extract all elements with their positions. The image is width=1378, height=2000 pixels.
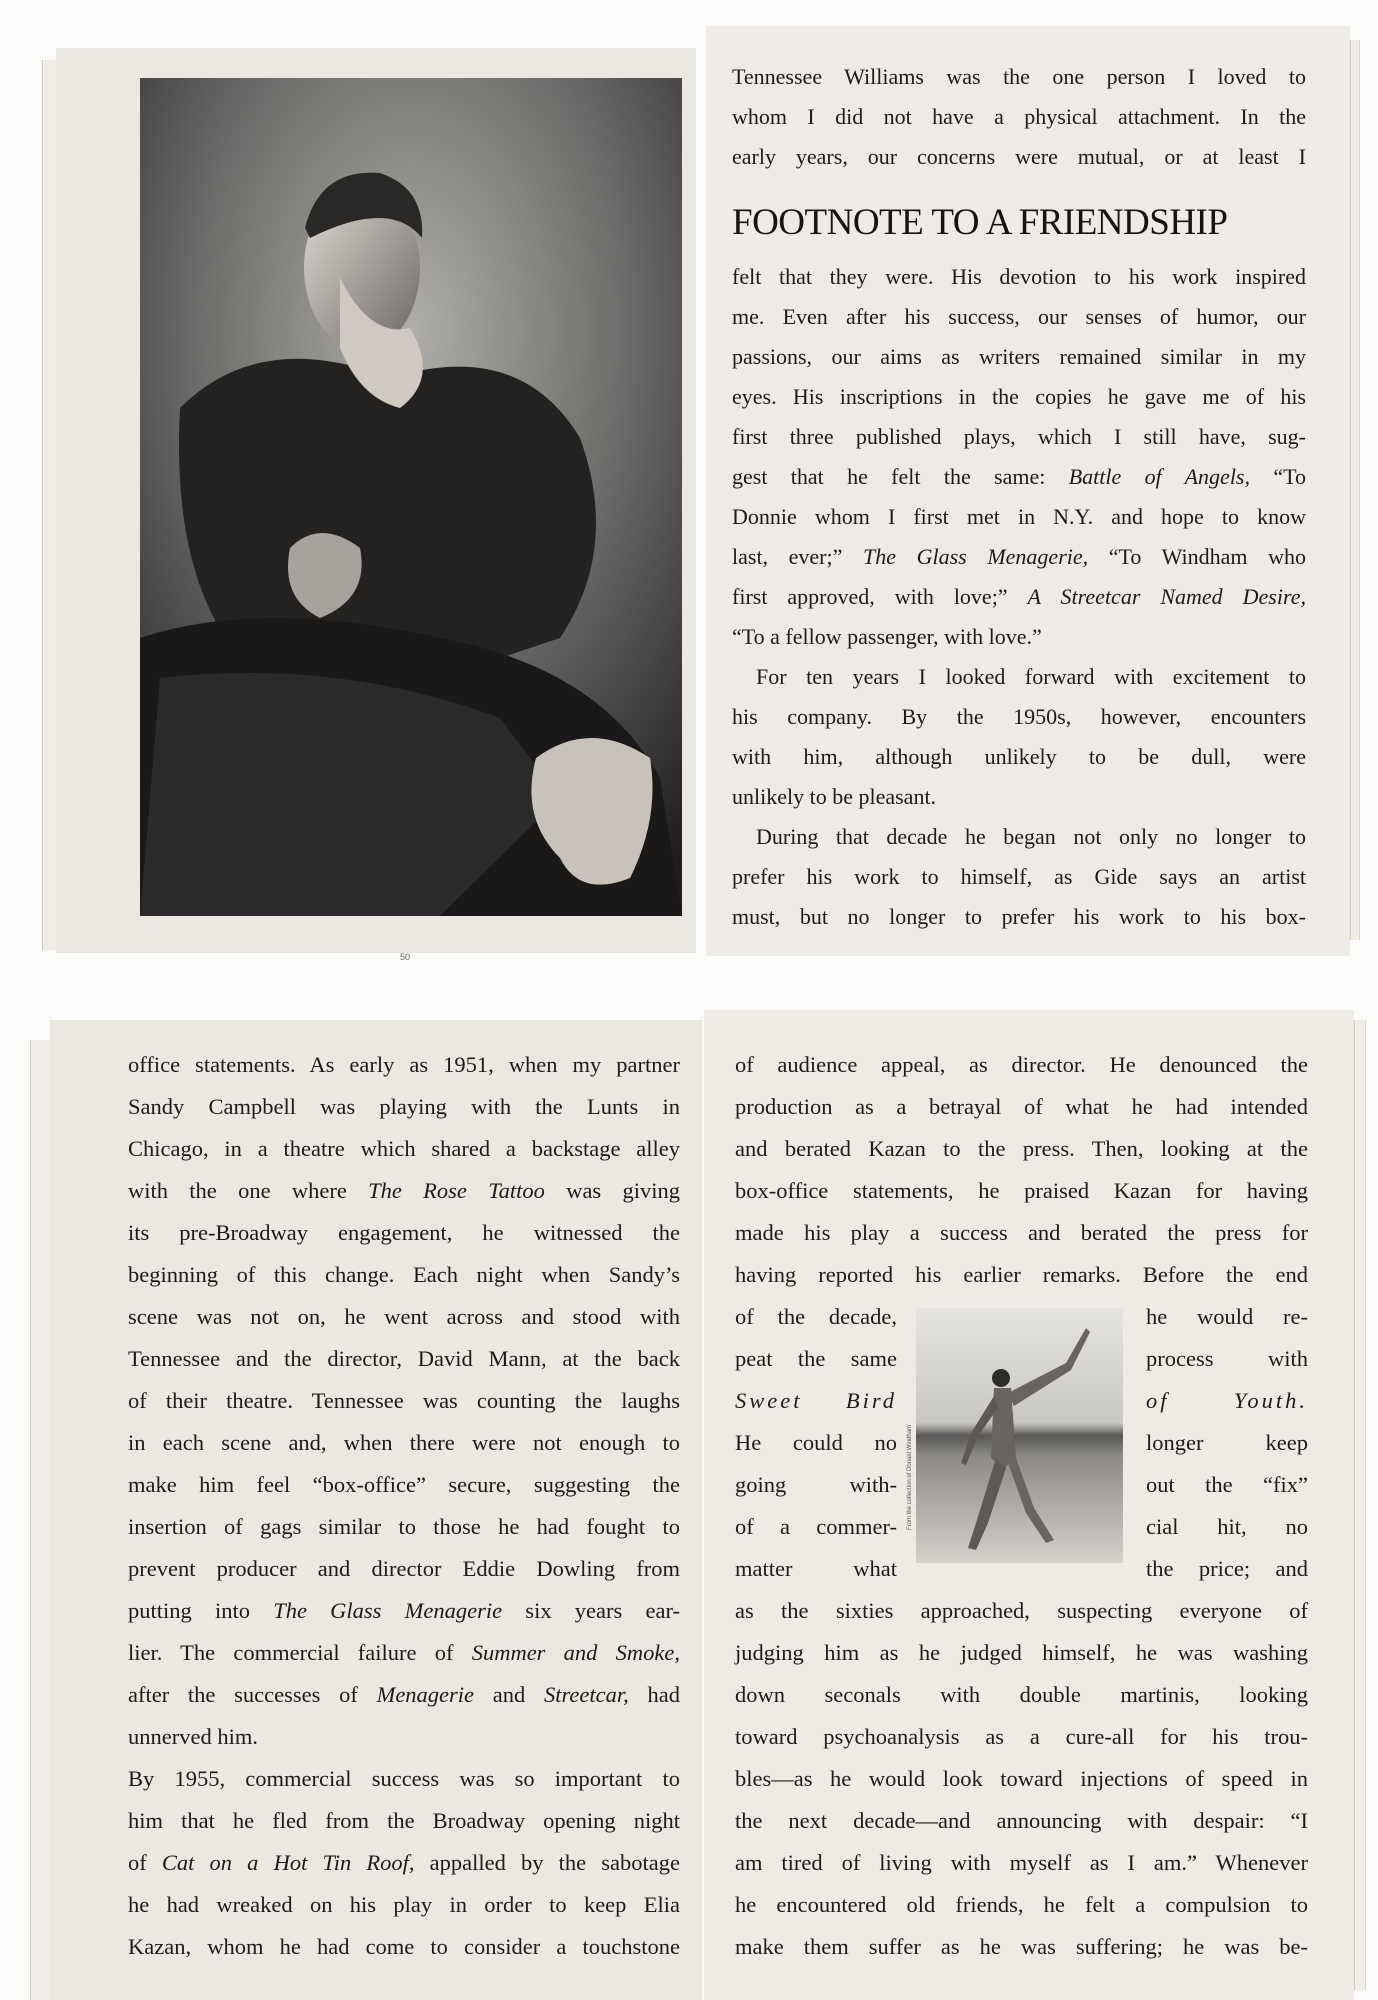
text-line-wrap-l: [735, 1432, 897, 1455]
bottom-spread: [0, 990, 1378, 2000]
text-line: [732, 706, 1306, 728]
text-line-wrap-l: [735, 1474, 897, 1497]
text-run: made his play a success and berated the press for: [735, 1220, 1308, 1245]
text-line: [128, 1390, 680, 1413]
text-run: last, ever;”: [732, 544, 863, 569]
text-run: Sandy Campbell was playing with the Lunts in: [128, 1094, 680, 1119]
text-line: [732, 426, 1306, 448]
text-line: [735, 1852, 1308, 1875]
text-line-wrap-l: [735, 1390, 897, 1413]
text-run: longer keep: [1146, 1430, 1308, 1455]
text-run: as the sixties approached, suspecting everyone of: [735, 1598, 1308, 1623]
text-line-wrap-r: [1146, 1474, 1308, 1497]
text-line-wrap-l: [735, 1348, 897, 1371]
text-run: whom I did not have a physical attachment. In the: [732, 104, 1306, 129]
right-page-bottom: [704, 1010, 1354, 2000]
text-line: [735, 1264, 1308, 1287]
text-run: During that decade he began not only no longer to: [756, 824, 1306, 849]
left-page-top: [56, 48, 696, 962]
text-run: of: [128, 1850, 162, 1875]
text-run: of their theatre. Tennessee was counting the laughs: [128, 1388, 680, 1413]
text-run: Tennessee and the director, David Mann, at the back: [128, 1346, 680, 1371]
text-line: [732, 506, 1306, 528]
text-line: [128, 1222, 680, 1245]
text-run: first approved, with love;”: [732, 584, 1028, 609]
italic-title: Menagerie: [376, 1682, 475, 1707]
text-line: [128, 1432, 680, 1455]
text-line: [128, 1936, 680, 1959]
text-line: [735, 1768, 1308, 1791]
text-run: its pre-Broadway engagement, he witnessed the: [128, 1220, 680, 1245]
page-edges-right: [1354, 1020, 1366, 1990]
text-line-wrap-l: [735, 1516, 897, 1539]
text-run: appalled by the sabotage: [414, 1850, 681, 1875]
text-line: [735, 1726, 1308, 1749]
text-run: scene was not on, he went across and stood with: [128, 1304, 680, 1329]
text-run: of the decade,: [735, 1304, 897, 1329]
text-line: [732, 906, 1306, 928]
text-line-wrap-l: [735, 1558, 897, 1581]
beach-photo: [916, 1308, 1123, 1563]
page-edges-right: [1350, 40, 1360, 940]
text-run: matter what: [735, 1556, 897, 1581]
text-run: Tennessee Williams was the one person I loved to: [732, 64, 1306, 89]
text-line: [732, 786, 1306, 808]
text-run: in each scene and, when there were not enough to: [128, 1430, 680, 1455]
text-run: Donnie whom I first met in N.Y. and hope to know: [732, 504, 1306, 529]
text-line: [732, 146, 1306, 168]
italic-title: A Streetcar Named Desire,: [1027, 584, 1306, 609]
text-line: [732, 866, 1306, 888]
chapter-heading: FOOTNOTE TO A FRIENDSHIP: [732, 202, 1228, 243]
text-line: [735, 1810, 1308, 1833]
text-line: [128, 1348, 680, 1371]
text-run: peat the same: [735, 1346, 897, 1371]
text-run: of audience appeal, as director. He denounced the: [735, 1052, 1308, 1077]
portrait-photo: [140, 78, 682, 916]
text-line: [735, 1642, 1308, 1665]
text-run: passions, our aims as writers remained similar in my: [732, 344, 1306, 369]
text-line: [735, 1096, 1308, 1119]
italic-title: Battle of Angels,: [1068, 464, 1250, 489]
text-run: box-office statements, he praised Kazan for having: [735, 1178, 1308, 1203]
text-line: [732, 546, 1306, 568]
text-run: prevent producer and director Eddie Dowling from: [128, 1556, 680, 1581]
text-run: gest that he felt the same:: [732, 464, 1069, 489]
text-run: judging him as he judged himself, he was washing: [735, 1640, 1308, 1665]
text-line: [732, 346, 1306, 368]
text-run: “To a fellow passenger, with love.”: [732, 624, 1042, 649]
text-run: having reported his earlier remarks. Before the end: [735, 1262, 1308, 1287]
text-line: [128, 1852, 680, 1875]
text-line: [128, 1054, 680, 1077]
text-line: [735, 1894, 1308, 1917]
text-run: office statements. As early as 1951, when my partner: [128, 1052, 680, 1077]
text-line-wrap-l: [735, 1306, 897, 1329]
text-line-wrap-r: [1146, 1306, 1308, 1329]
text-line: [128, 1642, 680, 1665]
text-run: For ten years I looked forward with excitement to: [756, 664, 1306, 689]
text-run: By 1955, commercial success was so important to: [128, 1766, 680, 1791]
text-run: going with-: [735, 1472, 897, 1497]
text-line: [128, 1684, 680, 1707]
text-line: [732, 106, 1306, 128]
italic-title: Streetcar,: [543, 1682, 629, 1707]
text-run: his company. By the 1950s, however, encounters: [732, 704, 1306, 729]
italic-title: of Youth.: [1146, 1388, 1308, 1413]
text-run: unlikely to be pleasant.: [732, 784, 937, 809]
text-run: out the “fix”: [1146, 1472, 1308, 1497]
text-line-wrap-r: [1146, 1558, 1308, 1581]
text-line: [732, 306, 1306, 328]
text-line: [735, 1054, 1308, 1077]
text-run: he encountered old friends, he felt a compulsion to: [735, 1892, 1308, 1917]
text-line: [756, 826, 1306, 848]
text-run: make him feel “box-office” secure, suggesting the: [128, 1472, 680, 1497]
text-line: [128, 1810, 680, 1833]
text-line: [128, 1096, 680, 1119]
text-line: [732, 466, 1306, 488]
text-run: am tired of living with myself as I am.” Whenever: [735, 1850, 1308, 1875]
italic-title: The Rose Tattoo: [368, 1178, 545, 1203]
text-line-wrap-r: [1146, 1390, 1308, 1413]
text-run: make them suffer as he was suffering; he was be-: [735, 1934, 1308, 1959]
text-line: [128, 1138, 680, 1161]
text-run: of a commer-: [735, 1514, 897, 1539]
text-run: he had wreaked on his play in order to keep Elia: [128, 1892, 680, 1917]
text-run: lier. The commercial failure of: [128, 1640, 472, 1665]
text-line: [128, 1768, 680, 1791]
text-line: [732, 746, 1306, 768]
text-run: felt that they were. His devotion to his work inspired: [732, 264, 1306, 289]
text-run: production as a betrayal of what he had intended: [735, 1094, 1308, 1119]
text-run: after the successes of: [128, 1682, 377, 1707]
text-run: was giving: [544, 1178, 680, 1203]
text-run: must, but no longer to prefer his work to his box-: [732, 904, 1306, 929]
text-line: [128, 1558, 680, 1581]
text-run: putting into: [128, 1598, 274, 1623]
text-line: [732, 266, 1306, 288]
italic-title: Sweet Bird: [735, 1388, 897, 1413]
top-spread: [0, 0, 1378, 960]
text-line: [128, 1516, 680, 1539]
text-line: [732, 586, 1306, 608]
text-line: [735, 1222, 1308, 1245]
text-line: [732, 386, 1306, 408]
text-run: bles—as he would look toward injections of speed in: [735, 1766, 1308, 1791]
text-run: had: [628, 1682, 680, 1707]
text-run: prefer his work to himself, as Gide says an artist: [732, 864, 1306, 889]
left-page-bottom: [50, 1020, 702, 2000]
text-run: Kazan, whom he had come to consider a touchstone: [128, 1934, 680, 1959]
text-line-wrap-r: [1146, 1348, 1308, 1371]
text-line: [128, 1474, 680, 1497]
text-run: Chicago, in a theatre which shared a backstage alley: [128, 1136, 680, 1161]
text-run: he would re-: [1146, 1304, 1308, 1329]
text-line: [128, 1264, 680, 1287]
italic-title: Summer and Smoke,: [471, 1640, 680, 1665]
text-line: [128, 1306, 680, 1329]
text-run: eyes. His inscriptions in the copies he gave me of his: [732, 384, 1306, 409]
text-line: [735, 1684, 1308, 1707]
text-line: [735, 1180, 1308, 1203]
text-line: [756, 666, 1306, 688]
text-run: with him, although unlikely to be dull, were: [732, 744, 1306, 769]
italic-title: The Glass Menagerie: [273, 1598, 503, 1623]
text-run: insertion of gags similar to those he had fought to: [128, 1514, 680, 1539]
text-run: and: [474, 1682, 544, 1707]
text-run: beginning of this change. Each night when Sandy’s: [128, 1262, 680, 1287]
text-run: toward psychoanalysis as a cure-all for his trou-: [735, 1724, 1308, 1749]
text-run: process with: [1146, 1346, 1308, 1371]
text-line: [735, 1936, 1308, 1959]
text-run: cial hit, no: [1146, 1514, 1308, 1539]
text-run: “To: [1250, 464, 1306, 489]
text-run: and berated Kazan to the press. Then, looking at the: [735, 1136, 1308, 1161]
text-line: [732, 626, 1306, 648]
text-run: me. Even after his success, our senses of humor, our: [732, 304, 1306, 329]
text-run: the price; and: [1146, 1556, 1308, 1581]
text-run: six years ear-: [502, 1598, 680, 1623]
text-line: [735, 1138, 1308, 1161]
text-run: first three published plays, which I still have, sug-: [732, 424, 1306, 449]
text-run: down seconals with double martinis, looking: [735, 1682, 1308, 1707]
text-line: [128, 1894, 680, 1917]
text-line: [128, 1180, 680, 1203]
photo-credit: From the collection of Donald Windham: [907, 1424, 913, 1530]
right-page-top: [706, 26, 1350, 956]
text-line: [732, 66, 1306, 88]
text-run: with the one where: [128, 1178, 369, 1203]
text-run: early years, our concerns were mutual, or at least I: [732, 144, 1306, 169]
text-line-wrap-r: [1146, 1432, 1308, 1455]
text-run: the next decade—and announcing with despair: “I: [735, 1808, 1308, 1833]
text-line: [128, 1600, 680, 1623]
text-line: [128, 1726, 680, 1749]
text-run: “To Windham who: [1088, 544, 1306, 569]
text-line: [735, 1600, 1308, 1623]
italic-title: Cat on a Hot Tin Roof,: [161, 1850, 415, 1875]
italic-title: The Glass Menagerie,: [863, 544, 1089, 569]
text-run: He could no: [735, 1430, 897, 1455]
text-line-wrap-r: [1146, 1516, 1308, 1539]
text-run: him that he fled from the Broadway opening night: [128, 1808, 680, 1833]
page-number: 50: [400, 952, 411, 962]
text-run: unnerved him.: [128, 1724, 258, 1749]
